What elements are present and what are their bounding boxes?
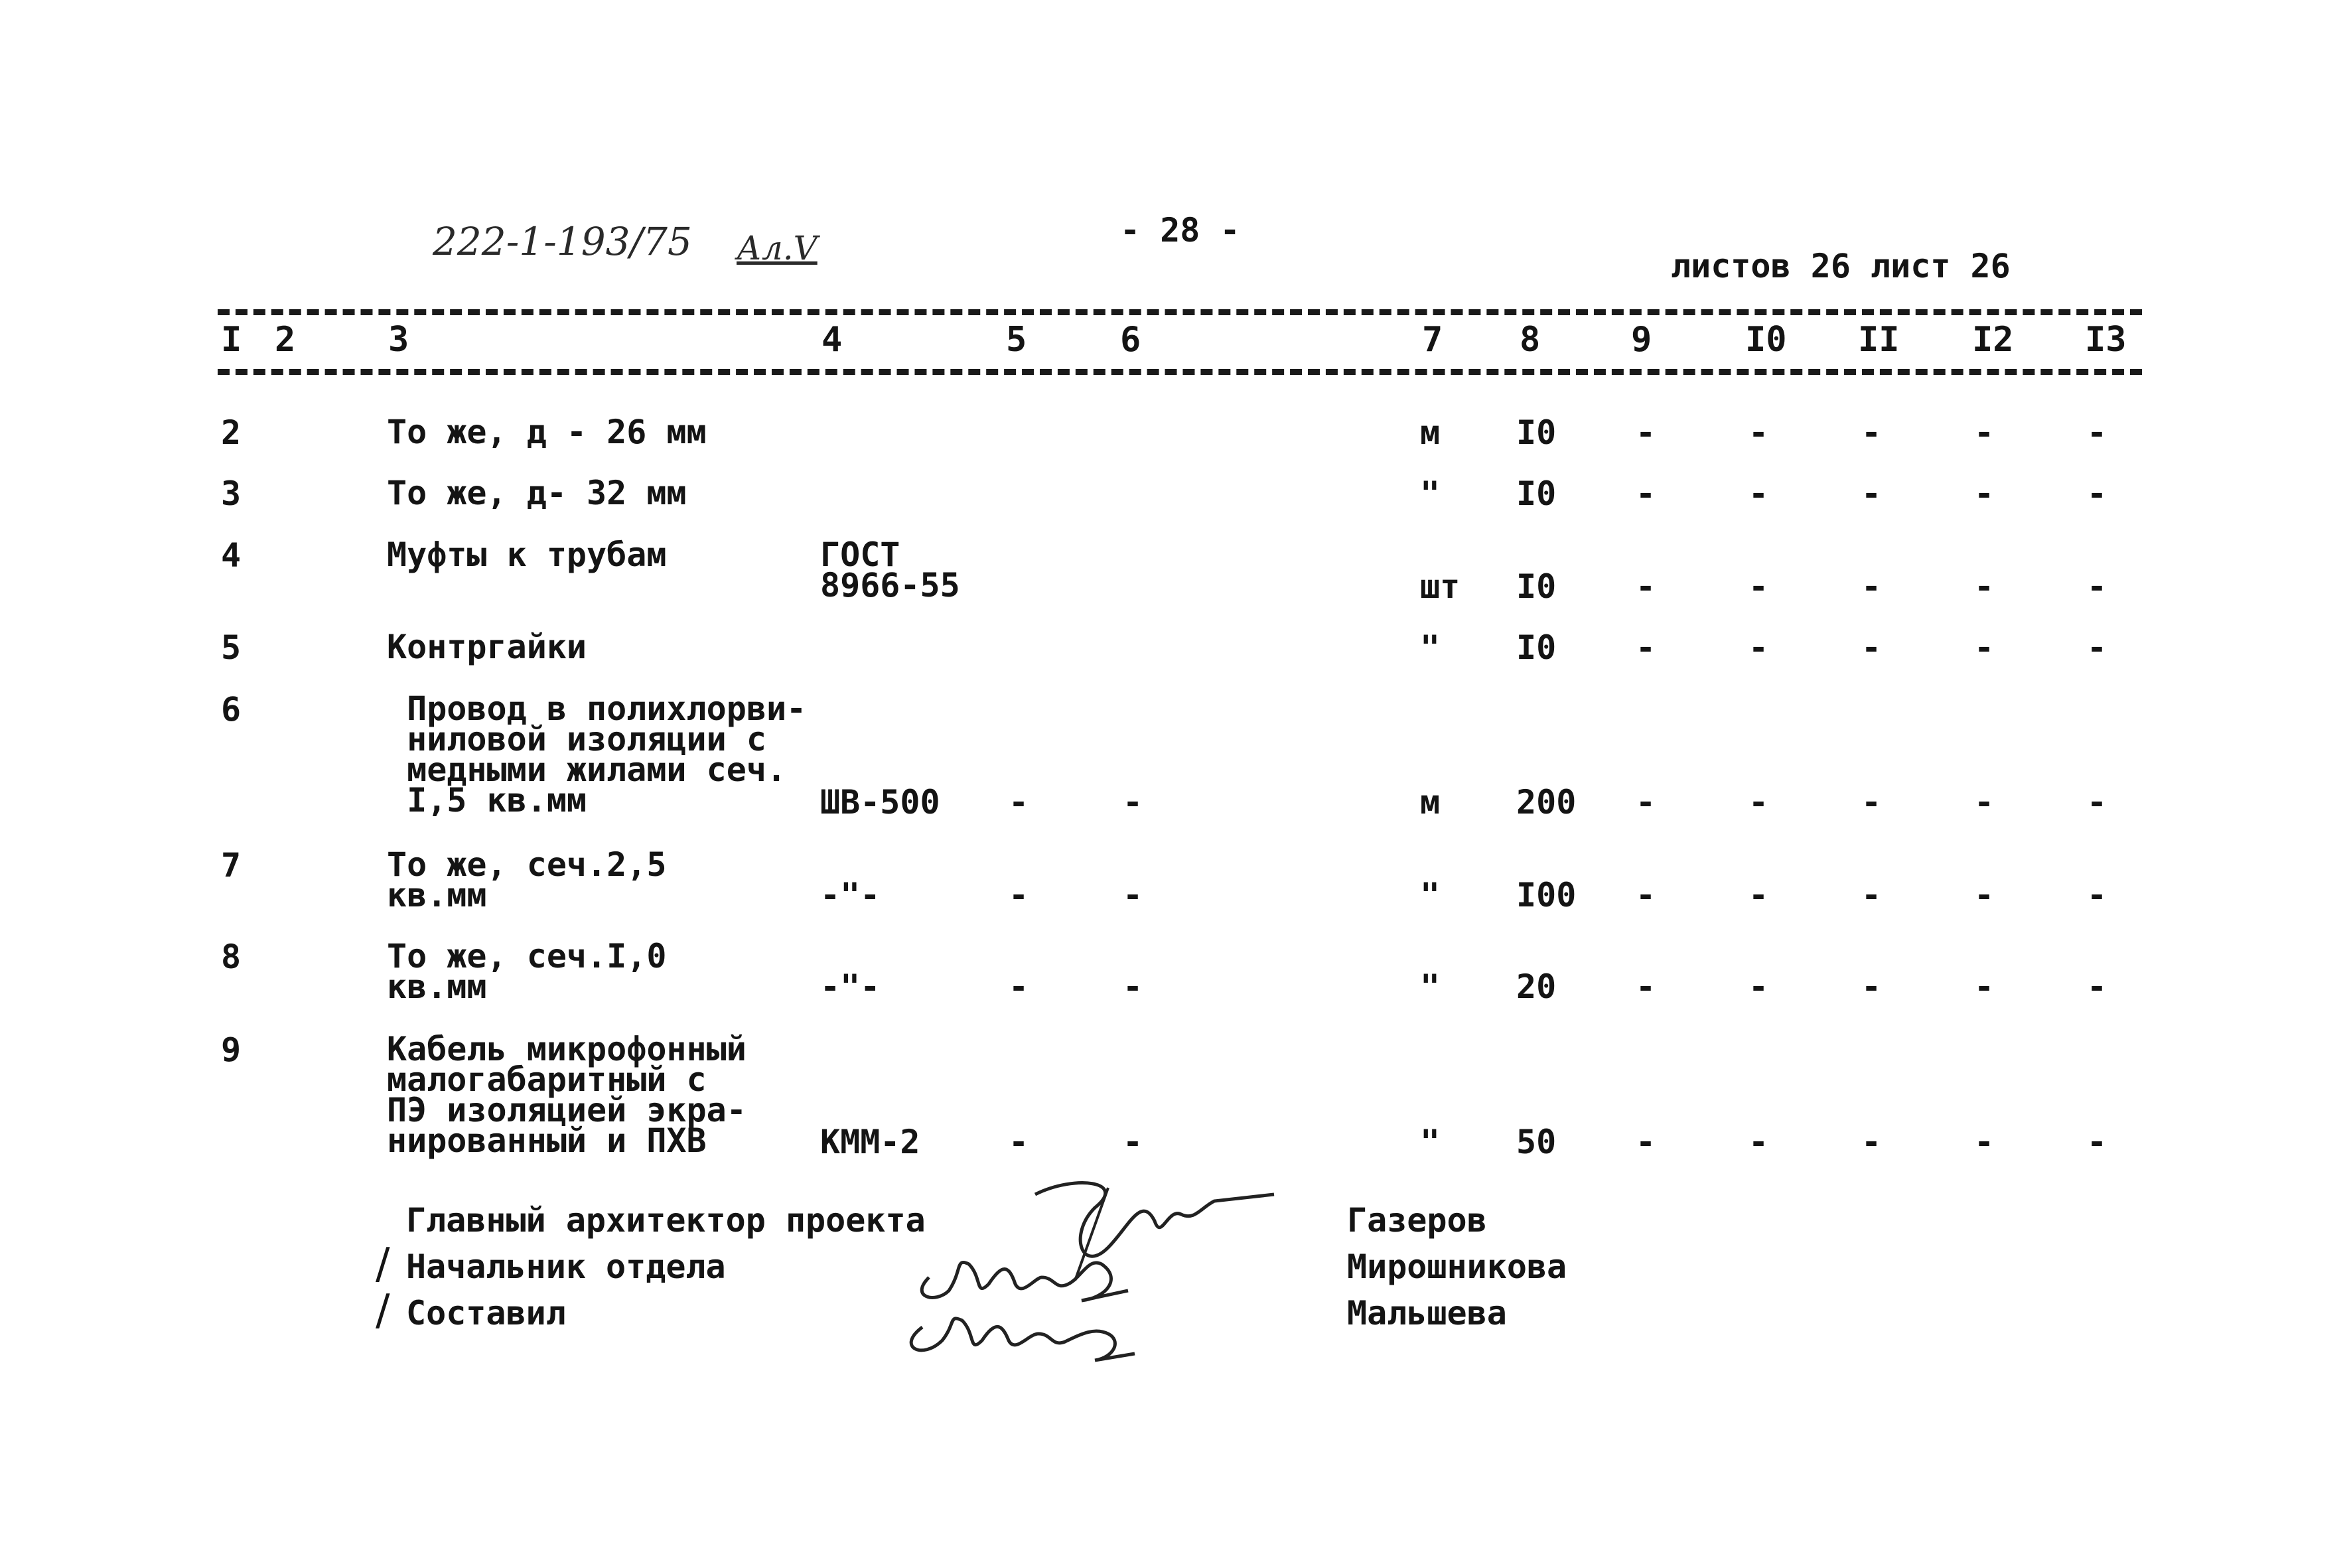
col-12-value: - xyxy=(1974,967,1995,1006)
quantity-value: 20 xyxy=(1516,967,1557,1006)
col-header-5: 5 xyxy=(1006,320,1027,360)
col-5-value: - xyxy=(1009,967,1029,1006)
unit-value: шт xyxy=(1420,567,1460,606)
col-9-value: - xyxy=(1636,1123,1656,1161)
col-12-value: - xyxy=(1974,783,1995,821)
unit-value: " xyxy=(1420,876,1441,914)
row-number: 4 xyxy=(221,536,242,575)
col-9-value: - xyxy=(1636,628,1656,667)
signature-name: Газеров xyxy=(1347,1201,1487,1240)
col-10-value: - xyxy=(1748,413,1769,452)
col-header-8: 8 xyxy=(1520,320,1541,360)
col-10-value: - xyxy=(1748,628,1769,667)
col-10-value: - xyxy=(1748,474,1769,513)
item-name: То же, д - 26 мм xyxy=(387,413,707,451)
col-6-value: - xyxy=(1123,783,1143,821)
item-name: Контргайки xyxy=(387,628,587,666)
col-header-12: I2 xyxy=(1972,320,2014,360)
signature-slash-mark: / xyxy=(376,1286,390,1335)
col-10-value: - xyxy=(1748,967,1769,1006)
quantity-value: I0 xyxy=(1516,474,1557,513)
row-number: 6 xyxy=(221,690,242,729)
page-number: - 28 - xyxy=(1120,211,1240,249)
item-name: Провод в полихлорви- ниловой изоляции с медными жилами сеч. I,5 кв.мм xyxy=(407,689,807,820)
signature-role: Начальник отдела xyxy=(406,1247,726,1286)
col-6-value: - xyxy=(1123,876,1143,914)
signature-role: Составил xyxy=(406,1294,566,1332)
col-9-value: - xyxy=(1636,876,1656,914)
col-header-1: I xyxy=(221,320,242,360)
col-13-value: - xyxy=(2087,628,2107,667)
item-name: То же, сеч.I,0 кв.мм xyxy=(387,937,667,1006)
col-11-value: - xyxy=(1861,413,1882,452)
col-header-6: 6 xyxy=(1120,320,1141,360)
col-9-value: - xyxy=(1636,967,1656,1006)
unit-value: " xyxy=(1420,967,1441,1006)
item-name: Муфты к трубам xyxy=(387,535,667,574)
col-12-value: - xyxy=(1974,876,1995,914)
col-9-value: - xyxy=(1636,783,1656,821)
col-9-value: - xyxy=(1636,567,1656,606)
quantity-value: 50 xyxy=(1516,1123,1557,1161)
col-11-value: - xyxy=(1861,567,1882,606)
col-11-value: - xyxy=(1861,474,1882,513)
col-13-value: - xyxy=(2087,1123,2107,1161)
item-document: ГОСТ 8966-55 xyxy=(820,535,960,605)
col-6-value: - xyxy=(1123,1123,1143,1161)
col-header-13: I3 xyxy=(2085,320,2127,360)
col-13-value: - xyxy=(2087,413,2107,452)
signature-name: Мирошникова xyxy=(1347,1247,1567,1286)
col-11-value: - xyxy=(1861,967,1882,1006)
col-header-4: 4 xyxy=(821,320,843,360)
col-11-value: - xyxy=(1861,876,1882,914)
col-10-value: - xyxy=(1748,876,1769,914)
unit-value: " xyxy=(1420,474,1441,513)
col-11-value: - xyxy=(1861,628,1882,667)
col-5-value: - xyxy=(1009,876,1029,914)
row-number: 2 xyxy=(221,413,242,452)
header-bottom-border xyxy=(218,369,2142,375)
col-9-value: - xyxy=(1636,474,1656,513)
item-document: КММ-2 xyxy=(820,1123,920,1161)
col-5-value: - xyxy=(1009,1123,1029,1161)
quantity-value: I0 xyxy=(1516,413,1557,452)
item-name: То же, сеч.2,5 кв.мм xyxy=(387,845,667,914)
signature-name: Мальшева xyxy=(1347,1294,1507,1332)
col-12-value: - xyxy=(1974,567,1995,606)
col-header-9: 9 xyxy=(1631,320,1652,360)
col-13-value: - xyxy=(2087,474,2107,513)
item-document: -"- xyxy=(820,967,881,1006)
unit-value: м xyxy=(1420,413,1441,452)
col-header-10: I0 xyxy=(1745,320,1787,360)
unit-value: м xyxy=(1420,783,1441,821)
col-12-value: - xyxy=(1974,628,1995,667)
signature-role: Главный архитектор проекта xyxy=(406,1201,926,1240)
unit-value: " xyxy=(1420,628,1441,667)
col-12-value: - xyxy=(1974,1123,1995,1161)
col-header-11: II xyxy=(1858,320,1900,360)
col-13-value: - xyxy=(2087,967,2107,1006)
album-number: Ал.V xyxy=(737,229,818,267)
col-6-value: - xyxy=(1123,967,1143,1006)
col-5-value: - xyxy=(1009,783,1029,821)
col-10-value: - xyxy=(1748,783,1769,821)
col-13-value: - xyxy=(2087,783,2107,821)
col-header-7: 7 xyxy=(1422,320,1443,360)
row-number: 7 xyxy=(221,846,242,885)
col-13-value: - xyxy=(2087,567,2107,606)
col-10-value: - xyxy=(1748,1123,1769,1161)
row-number: 8 xyxy=(221,938,242,976)
sheet-info: листов 26 лист 26 xyxy=(1671,247,2011,285)
signature-malsheva xyxy=(896,1294,1148,1367)
col-13-value: - xyxy=(2087,876,2107,914)
item-document: -"- xyxy=(820,876,881,914)
col-header-2: 2 xyxy=(275,320,296,360)
col-12-value: - xyxy=(1974,413,1995,452)
unit-value: " xyxy=(1420,1123,1441,1161)
row-number: 5 xyxy=(221,628,242,667)
col-12-value: - xyxy=(1974,474,1995,513)
quantity-value: I00 xyxy=(1516,876,1577,914)
quantity-value: I0 xyxy=(1516,567,1557,606)
col-header-3: 3 xyxy=(388,320,409,360)
item-document: ШВ-500 xyxy=(820,783,940,821)
header-top-border xyxy=(218,309,2142,315)
quantity-value: 200 xyxy=(1516,783,1577,821)
col-11-value: - xyxy=(1861,783,1882,821)
col-11-value: - xyxy=(1861,1123,1882,1161)
item-name: То же, д- 32 мм xyxy=(387,474,687,512)
quantity-value: I0 xyxy=(1516,628,1557,667)
document-code: 222-1-193/75 xyxy=(433,219,692,264)
col-10-value: - xyxy=(1748,567,1769,606)
signature-slash-mark: / xyxy=(376,1240,390,1289)
item-name: Кабель микрофонный малогабаритный с ПЭ изоляцией экра- нированный и ПХВ xyxy=(387,1030,747,1160)
row-number: 3 xyxy=(221,474,242,513)
row-number: 9 xyxy=(221,1031,242,1069)
col-9-value: - xyxy=(1636,413,1656,452)
